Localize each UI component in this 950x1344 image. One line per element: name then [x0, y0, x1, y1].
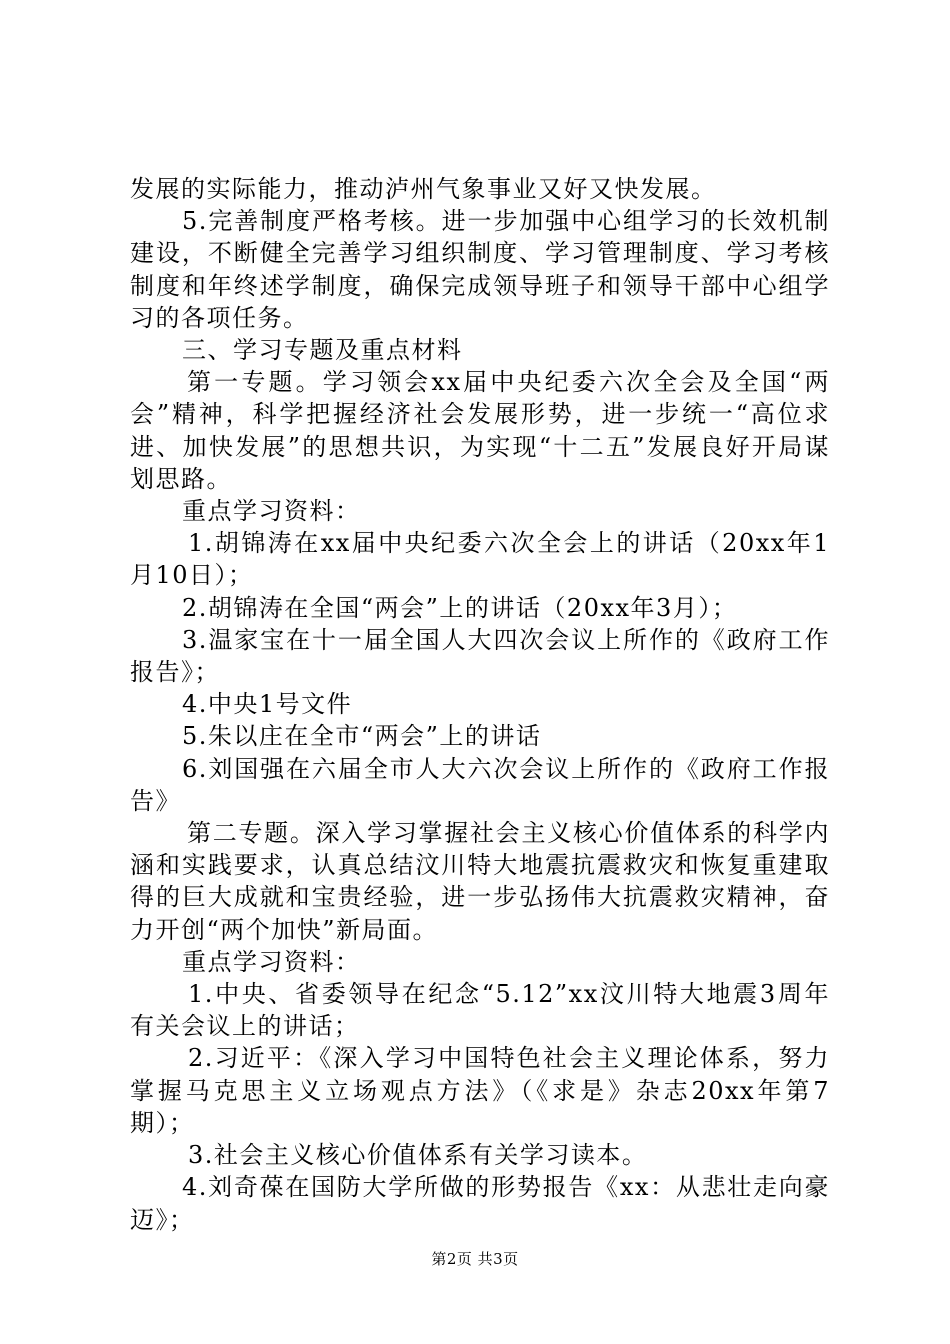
paragraph: 三、学习专题及重点材料: [182, 336, 463, 365]
paragraph: 3.温家宝在十一届全国人大四次会议上所作的《政府工作报告》；: [130, 625, 830, 687]
document-body: [130, 173, 830, 1236]
paragraph: 3.社会主义核心价值体系有关学习读本。: [188, 1141, 648, 1170]
paragraph: 重点学习资料：: [182, 497, 361, 526]
paragraph: 6.刘国强在六届全市人大六次会议上所作的《政府工作报告》: [130, 754, 830, 815]
paragraph: 2.习近平：《深入学习中国特色社会主义理论体系，努力掌握马克思主义立场观点方法》（《求是》杂志20xx年第7期）；: [130, 1044, 830, 1137]
paragraph: 4.刘奇葆在国防大学所做的形势报告《xx：从悲壮走向豪迈》；: [130, 1173, 830, 1234]
paragraph: 第一专题。学习领会xx届中央纪委六次全会及全国“两会”精神，科学把握经济社会发展形势，进一步统一“高位求进、加快发展”的思想共识，为实现“十二五”发展良好开局谋划思路。: [130, 368, 830, 493]
paragraph: 2.胡锦涛在全国“两会”上的讲话（20xx年3月）；: [182, 593, 738, 622]
paragraph: 第二专题。深入学习掌握社会主义核心价值体系的科学内涵和实践要求，认真总结汶川特大地震抗震救灾和恢复重建取得的巨大成就和宝贵经验，进一步弘扬伟大抗震救灾精神，奋力开创“两个加快”新局面。: [130, 819, 830, 944]
paragraph: 1.胡锦涛在xx届中央纪委六次全会上的讲话（20xx年1月10日）；: [130, 529, 830, 590]
paragraph: 发展的实际能力，推动泸州气象事业又好又快发展。: [130, 175, 717, 203]
paragraph: 1.中央、省委领导在纪念“5.12”xx汶川特大地震3周年有关会议上的讲话；: [130, 980, 830, 1041]
page-footer: 第2页 共3页: [431, 1250, 519, 1268]
paragraph: 5.完善制度严格考核。进一步加强中心组学习的长效机制建设，不断健全完善学习组织制度、学习管理制度、学习考核制度和年终述学制度，确保完成领导班子和领导干部中心组学习的各项任务。: [130, 207, 830, 332]
paragraph: 5.朱以庄在全市“两会”上的讲话: [182, 722, 542, 751]
paragraph: 4.中央1号文件: [182, 690, 353, 719]
paragraph: 重点学习资料：: [182, 947, 361, 976]
